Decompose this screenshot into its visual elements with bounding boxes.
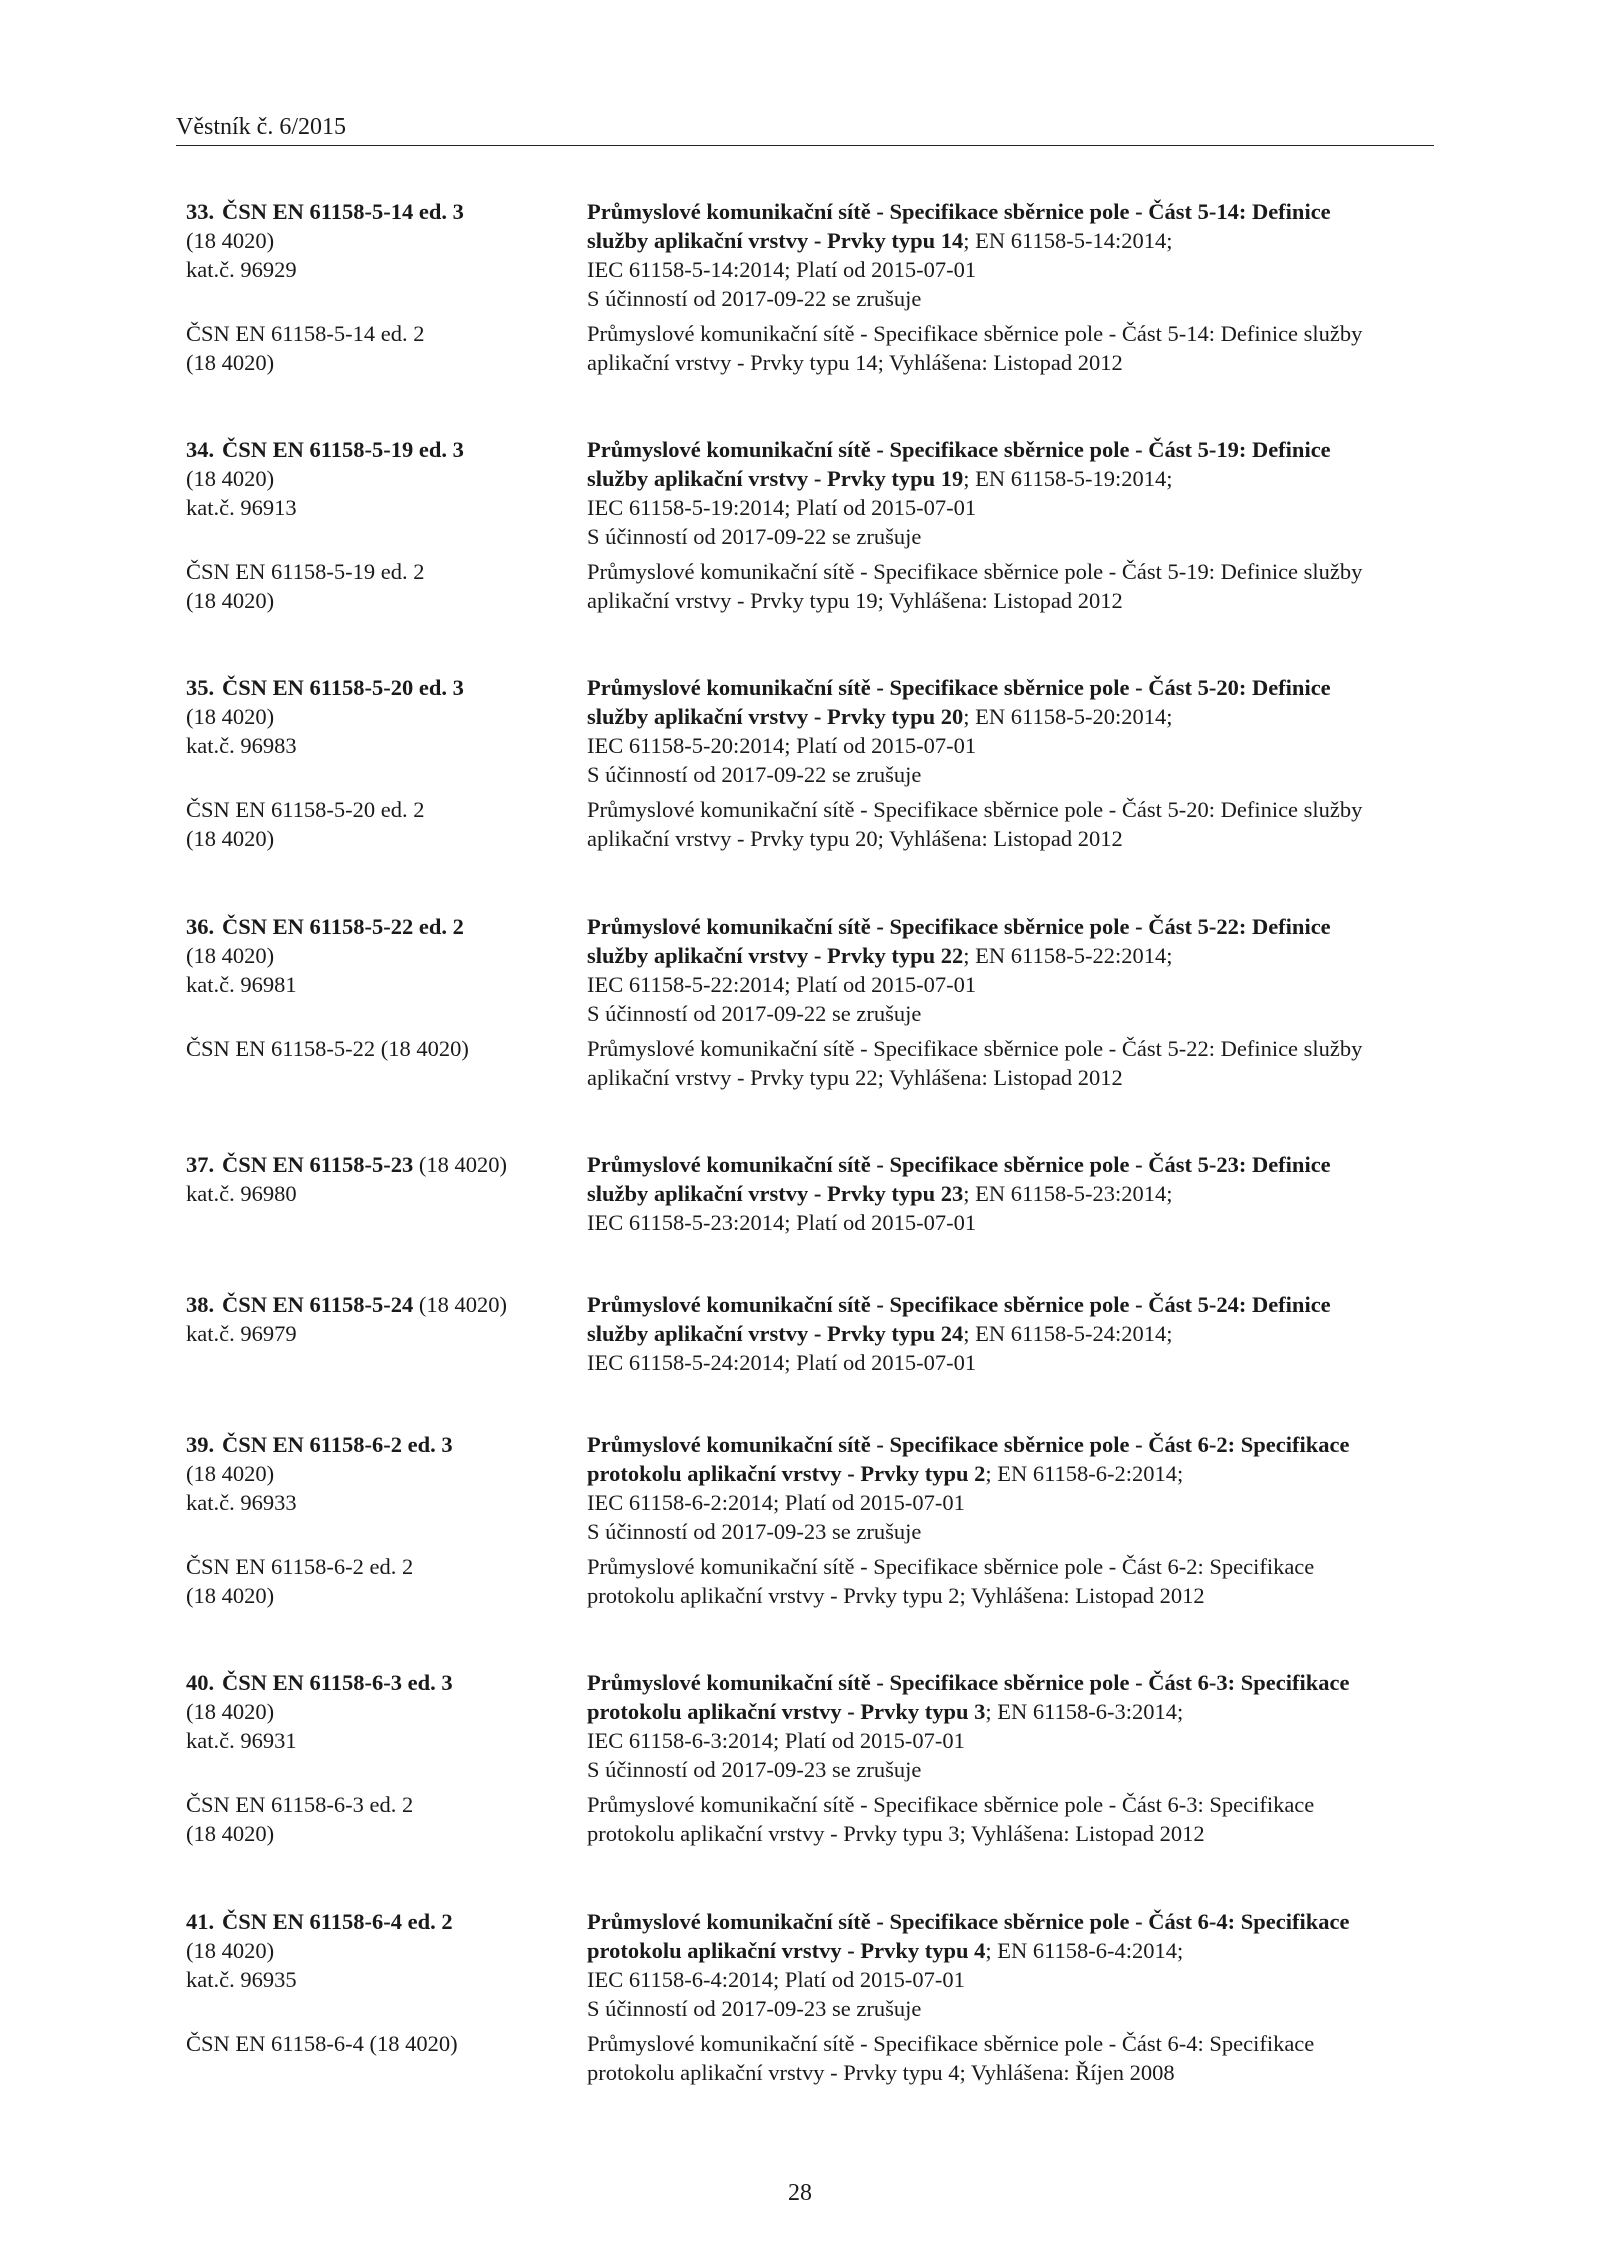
entry-number: 41. [186,1909,215,1934]
entry-title-line [587,1697,1457,1726]
entry-title-bold: služby aplikační vrstvy - Prvky typu 23 [587,1181,964,1206]
entry-title-line: Průmyslové komunikační sítě - Specifikace sběrnice pole - Část 5-14: Definice [587,199,1331,224]
entry-code-line [186,1150,586,1179]
replaced-standard-title-line: Průmyslové komunikační sítě - Specifikace sběrnice pole - Část 5-20: Definice služby [587,797,1363,822]
entry-left-line: (18 4020) [186,704,275,729]
entry-code: ČSN EN 61158-5-24 [222,1292,414,1317]
entry-detail-line: IEC 61158-5-22:2014; Platí od 2015-07-01 [587,972,977,997]
entry-title-line [587,1319,1457,1348]
entry-code-line [186,912,586,941]
replaced-standard-title-line: Průmyslové komunikační sítě - Specifikace sběrnice pole - Část 5-22: Definice služby [587,1036,1363,1061]
entry-detail-line: S účinností od 2017-09-23 se zrušuje [587,1757,922,1782]
replaced-standard-line: (18 4020) [186,1583,275,1608]
replaced-standard-line: ČSN EN 61158-5-22 (18 4020) [186,1036,469,1061]
replaced-standard-line: (18 4020) [186,826,275,851]
entry-title-bold: protokolu aplikační vrstvy - Prvky typu 4 [587,1938,986,1963]
entry-left-line: kat.č. 96931 [186,1728,297,1753]
replaced-standard-line: ČSN EN 61158-5-19 ed. 2 [186,559,425,584]
entry-title-bold: protokolu aplikační vrstvy - Prvky typu 3 [587,1699,986,1724]
entry-en-reference: ; EN 61158-5-23:2014; [963,1181,1173,1206]
entry-number: 37. [186,1152,215,1177]
replaced-standard-title-line: protokolu aplikační vrstvy - Prvky typu 2; Vyhlášena: Listopad 2012 [587,1583,1205,1608]
replaced-standard-line: ČSN EN 61158-6-2 ed. 2 [186,1554,414,1579]
entry-title-line [587,702,1457,731]
entry-detail-line: S účinností od 2017-09-23 se zrušuje [587,1519,922,1544]
entry-code: ČSN EN 61158-5-23 [222,1152,414,1177]
replaced-standard-line: ČSN EN 61158-6-4 (18 4020) [186,2031,458,2056]
entry-detail-line: S účinností od 2017-09-22 se zrušuje [587,524,922,549]
entry-en-reference: ; EN 61158-6-4:2014; [985,1938,1184,1963]
entry-title-bold: služby aplikační vrstvy - Prvky typu 19 [587,466,964,491]
replaced-standard-title-line: Průmyslové komunikační sítě - Specifikace sběrnice pole - Část 5-14: Definice služby [587,321,1363,346]
entry-left-line: (18 4020) [186,1699,275,1724]
entry-en-reference: ; EN 61158-6-3:2014; [985,1699,1184,1724]
entry-detail-line: IEC 61158-5-20:2014; Platí od 2015-07-01 [587,733,977,758]
replaced-standard-line: ČSN EN 61158-5-14 ed. 2 [186,321,425,346]
entry-detail-line: IEC 61158-5-24:2014; Platí od 2015-07-01 [587,1350,977,1375]
replaced-standard-title-line: Průmyslové komunikační sítě - Specifikace sběrnice pole - Část 5-19: Definice služby [587,559,1363,584]
entry-left-line: kat.č. 96913 [186,495,297,520]
entry-class-code: (18 4020) [413,1292,508,1317]
entry-code: ČSN EN 61158-5-20 ed. 3 [222,675,464,700]
entry-title-line: Průmyslové komunikační sítě - Specifikace sběrnice pole - Část 5-24: Definice [587,1292,1331,1317]
entry-title-line [587,1459,1457,1488]
replaced-standard-title-line: Průmyslové komunikační sítě - Specifikace sběrnice pole - Část 6-2: Specifikace [587,1554,1315,1579]
entry-number: 40. [186,1670,215,1695]
page-header-title: Věstník č. 6/2015 [176,114,346,140]
entry-number: 35. [186,675,215,700]
replaced-standard-line: ČSN EN 61158-6-3 ed. 2 [186,1792,414,1817]
entry-left-line: kat.č. 96983 [186,733,297,758]
entry-en-reference: ; EN 61158-5-24:2014; [963,1321,1173,1346]
entry-en-reference: ; EN 61158-5-20:2014; [963,704,1173,729]
entry-left-line: kat.č. 96981 [186,972,297,997]
entry-left-line: (18 4020) [186,228,275,253]
entry-detail-line: S účinností od 2017-09-22 se zrušuje [587,286,922,311]
replaced-standard-line: (18 4020) [186,588,275,613]
entry-code: ČSN EN 61158-5-19 ed. 3 [222,437,464,462]
entry-title-line: Průmyslové komunikační sítě - Specifikace sběrnice pole - Část 6-4: Specifikace [587,1909,1350,1934]
entry-title-bold: služby aplikační vrstvy - Prvky typu 20 [587,704,964,729]
replaced-standard-title-line: aplikační vrstvy - Prvky typu 14; Vyhlášena: Listopad 2012 [587,350,1123,375]
entry-code: ČSN EN 61158-5-14 ed. 3 [222,199,464,224]
entry-code: ČSN EN 61158-6-4 ed. 2 [222,1909,453,1934]
entry-code: ČSN EN 61158-6-3 ed. 3 [222,1670,453,1695]
entry-class-code: (18 4020) [413,1152,508,1177]
entry-en-reference: ; EN 61158-5-19:2014; [963,466,1173,491]
entry-number: 33. [186,199,215,224]
entry-title-bold: služby aplikační vrstvy - Prvky typu 14 [587,228,964,253]
entry-code-line [186,1290,586,1319]
entry-left-line: (18 4020) [186,466,275,491]
entry-number: 34. [186,437,215,462]
entry-title-line [587,941,1457,970]
entry-title-bold: protokolu aplikační vrstvy - Prvky typu 2 [587,1461,986,1486]
entry-title-line: Průmyslové komunikační sítě - Specifikace sběrnice pole - Část 5-22: Definice [587,914,1331,939]
entry-code: ČSN EN 61158-5-22 ed. 2 [222,914,464,939]
entry-title-bold: služby aplikační vrstvy - Prvky typu 22 [587,943,964,968]
entry-code-line [186,1907,586,1936]
entry-title-line [587,226,1457,255]
entry-code-line [186,197,586,226]
replaced-standard-title-line: Průmyslové komunikační sítě - Specifikace sběrnice pole - Část 6-4: Specifikace [587,2031,1315,2056]
entry-left-line: kat.č. 96979 [186,1321,297,1346]
entry-title-line [587,1179,1457,1208]
replaced-standard-line: (18 4020) [186,350,275,375]
entry-title-line: Průmyslové komunikační sítě - Specifikace sběrnice pole - Část 5-23: Definice [587,1152,1331,1177]
entry-code: ČSN EN 61158-6-2 ed. 3 [222,1432,453,1457]
header-divider [176,145,1434,146]
entry-left-line: kat.č. 96980 [186,1181,297,1206]
entry-detail-line: IEC 61158-5-19:2014; Platí od 2015-07-01 [587,495,977,520]
entry-en-reference: ; EN 61158-5-22:2014; [963,943,1173,968]
replaced-standard-line: (18 4020) [186,1821,275,1846]
entry-title-line: Průmyslové komunikační sítě - Specifikace sběrnice pole - Část 5-19: Definice [587,437,1331,462]
replaced-standard-title-line: aplikační vrstvy - Prvky typu 22; Vyhlášena: Listopad 2012 [587,1065,1123,1090]
entry-en-reference: ; EN 61158-5-14:2014; [963,228,1173,253]
entry-title-line: Průmyslové komunikační sítě - Specifikace sběrnice pole - Část 6-2: Specifikace [587,1432,1350,1457]
entry-detail-line: IEC 61158-6-4:2014; Platí od 2015-07-01 [587,1967,965,1992]
page-number: 28 [788,2180,812,2206]
entry-detail-line: S účinností od 2017-09-22 se zrušuje [587,762,922,787]
entry-left-line: (18 4020) [186,1938,275,1963]
entry-left-line: kat.č. 96929 [186,257,297,282]
entry-number: 36. [186,914,215,939]
entry-left-line: kat.č. 96935 [186,1967,297,1992]
entry-detail-line: S účinností od 2017-09-22 se zrušuje [587,1001,922,1026]
entry-code-line [186,673,586,702]
entry-code-line [186,1668,586,1697]
entry-en-reference: ; EN 61158-6-2:2014; [985,1461,1184,1486]
entry-left-line: (18 4020) [186,1461,275,1486]
entry-title-line: Průmyslové komunikační sítě - Specifikace sběrnice pole - Část 5-20: Definice [587,675,1331,700]
entry-detail-line: IEC 61158-6-2:2014; Platí od 2015-07-01 [587,1490,965,1515]
entry-title-line: Průmyslové komunikační sítě - Specifikace sběrnice pole - Část 6-3: Specifikace [587,1670,1350,1695]
entry-code-line [186,1430,586,1459]
replaced-standard-title-line: protokolu aplikační vrstvy - Prvky typu 4; Vyhlášena: Říjen 2008 [587,2060,1175,2085]
entry-title-bold: služby aplikační vrstvy - Prvky typu 24 [587,1321,964,1346]
entry-left-line: (18 4020) [186,943,275,968]
entry-title-line [587,464,1457,493]
entry-number: 39. [186,1432,215,1457]
replaced-standard-title-line: Průmyslové komunikační sítě - Specifikace sběrnice pole - Část 6-3: Specifikace [587,1792,1315,1817]
replaced-standard-title-line: aplikační vrstvy - Prvky typu 20; Vyhlášena: Listopad 2012 [587,826,1123,851]
replaced-standard-title-line: aplikační vrstvy - Prvky typu 19; Vyhlášena: Listopad 2012 [587,588,1123,613]
entry-left-line: kat.č. 96933 [186,1490,297,1515]
entry-title-line [587,1936,1457,1965]
entry-code-line [186,435,586,464]
entry-detail-line: IEC 61158-5-14:2014; Platí od 2015-07-01 [587,257,977,282]
entry-detail-line: IEC 61158-5-23:2014; Platí od 2015-07-01 [587,1210,977,1235]
entry-detail-line: S účinností od 2017-09-23 se zrušuje [587,1996,922,2021]
entry-number: 38. [186,1292,215,1317]
entry-detail-line: IEC 61158-6-3:2014; Platí od 2015-07-01 [587,1728,965,1753]
replaced-standard-line: ČSN EN 61158-5-20 ed. 2 [186,797,425,822]
replaced-standard-title-line: protokolu aplikační vrstvy - Prvky typu 3; Vyhlášena: Listopad 2012 [587,1821,1205,1846]
